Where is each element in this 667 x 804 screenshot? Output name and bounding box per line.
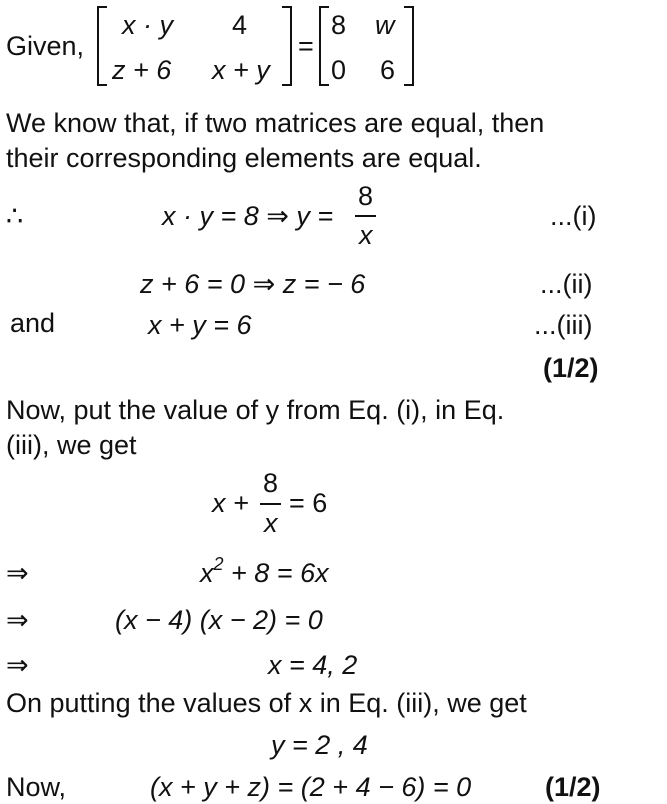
- left-matrix-a22: x + y: [212, 55, 270, 85]
- equation-i-fraction-bar: [355, 215, 376, 217]
- marks-label: (1/2): [545, 772, 601, 802]
- left-matrix-a12: 4: [232, 10, 248, 40]
- equation-y-values: y = 2 , 4: [271, 730, 368, 760]
- right-matrix-open-bracket: [319, 6, 329, 86]
- equation-i-numerator: 8: [358, 181, 374, 211]
- right-matrix-close-bracket: [404, 6, 414, 86]
- paragraph-line: We know that, if two matrices are equal, then: [6, 108, 545, 138]
- implies-arrow: ⇒: [6, 605, 29, 635]
- equation-i-ref: ...(i): [550, 201, 597, 231]
- equation-sub-rhs: = 6: [289, 488, 328, 518]
- paragraph-line: (iii), we get: [6, 430, 137, 460]
- equation-i-lhs: x · y = 8 ⇒ y =: [162, 201, 334, 231]
- right-matrix-a21: 0: [331, 55, 347, 85]
- therefore-symbol: ∴: [6, 201, 24, 231]
- left-matrix-a11: x · y: [122, 10, 173, 40]
- step-factorised: (x − 4) (x − 2) = 0: [115, 605, 323, 635]
- equation-iii: x + y = 6: [148, 310, 252, 340]
- equation-sub-numerator: 8: [263, 468, 279, 498]
- final-equation: (x + y + z) = (2 + 4 − 6) = 0: [150, 772, 472, 802]
- step-solution: x = 4, 2: [268, 650, 358, 680]
- left-matrix-open-bracket: [97, 6, 107, 86]
- right-matrix-a22: 6: [380, 55, 396, 85]
- paragraph-line: their corresponding elements are equal.: [6, 143, 482, 173]
- equation-sub-fraction-bar: [260, 503, 281, 505]
- equation-sub-denominator: x: [264, 508, 278, 538]
- left-matrix-a21: z + 6: [112, 55, 172, 85]
- implies-arrow: ⇒: [6, 558, 29, 588]
- equation-ii: z + 6 = 0 ⇒ z = − 6: [140, 269, 366, 299]
- paragraph-line: Now, put the value of y from Eq. (i), in Eq.: [6, 395, 505, 425]
- step-quadratic: $x^2 + 8 = 6x$: [200, 554, 329, 588]
- marks-label: (1/2): [543, 353, 599, 383]
- matrix-equals: =: [298, 31, 314, 61]
- given-label: Given,: [6, 31, 85, 61]
- and-word: and: [10, 308, 56, 338]
- right-matrix-a12: w: [375, 10, 395, 40]
- paragraph-line: On putting the values of x in Eq. (iii), we get: [6, 688, 527, 718]
- equation-iii-ref: ...(iii): [534, 310, 593, 340]
- left-matrix-close-bracket: [282, 6, 292, 86]
- right-matrix-a11: 8: [331, 10, 347, 40]
- equation-ii-ref: ...(ii): [540, 269, 593, 299]
- implies-arrow: ⇒: [6, 650, 29, 680]
- final-label: Now,: [6, 772, 67, 802]
- equation-i-denominator: x: [359, 220, 373, 250]
- equation-sub-lhs: x +: [212, 488, 249, 518]
